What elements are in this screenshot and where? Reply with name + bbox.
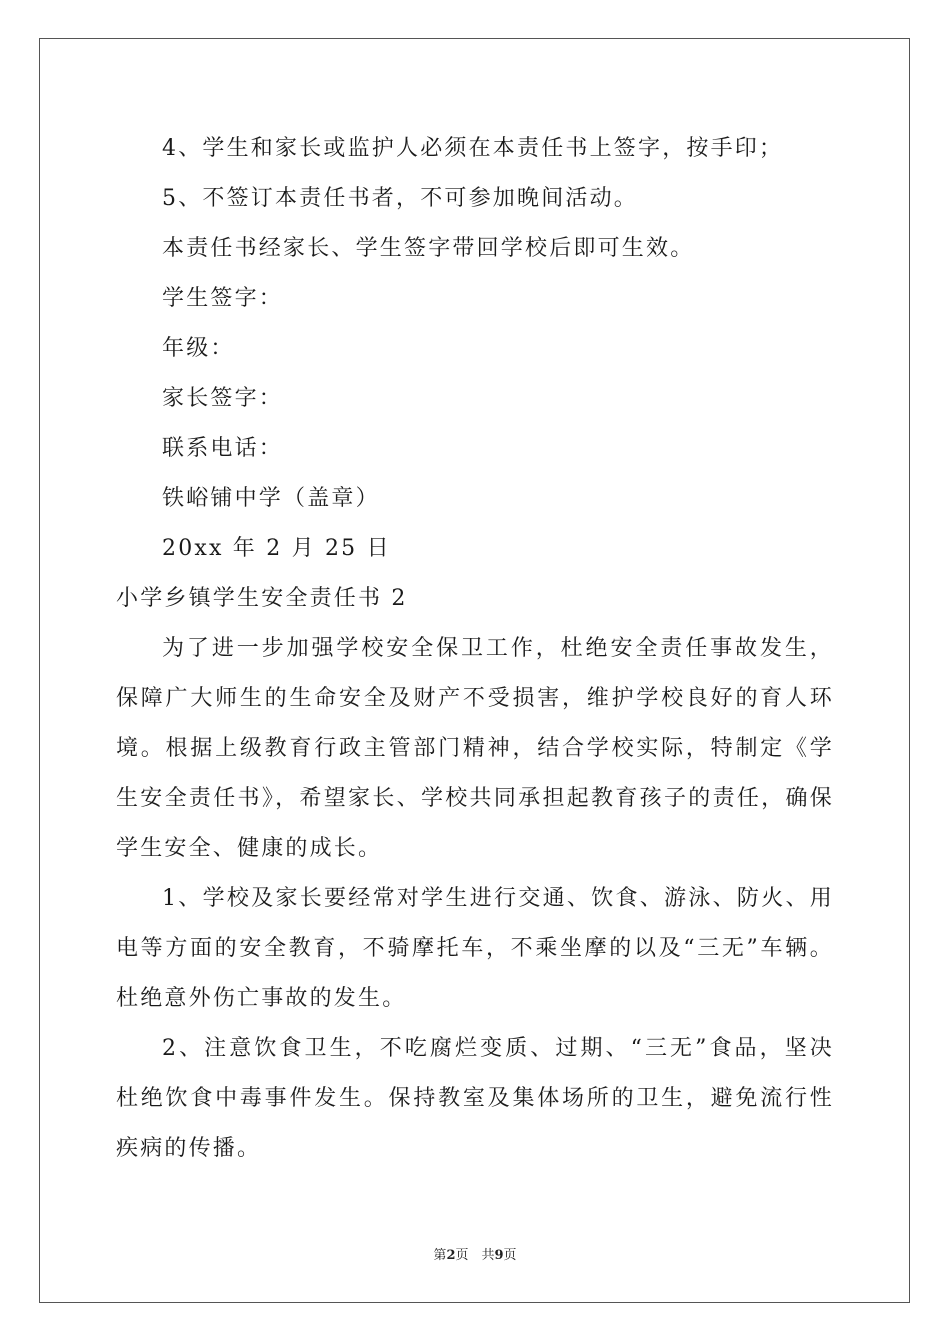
clause-2-paragraph: 2、注意饮食卫生，不吃腐烂变质、过期、“三无”食品，坚决杜绝饮食中毒事件发生。保持教室及集体场所的卫生，避免流行性疾病的传播。 <box>116 1036 834 1161</box>
effective-note: 本责任书经家长、学生签字带回学校后即可生效。 <box>162 236 695 261</box>
date-line: 20xx 年 2 月 25 日 <box>162 536 391 561</box>
footer-total-pages: 9 <box>494 1248 504 1263</box>
clause-1-paragraph: 1、学校及家长要经常对学生进行交通、饮食、游泳、防火、用电等方面的安全教育，不骑摩托车，不乘坐摩的以及“三无”车辆。杜绝意外伤亡事故的发生。 <box>116 886 834 1011</box>
clause-4: 4、学生和家长或监护人必须在本责任书上签字，按手印； <box>162 136 784 161</box>
contact-phone-label: 联系电话： <box>162 436 284 461</box>
footer-suffix: 页 <box>503 1248 517 1263</box>
clause-5: 5、不签订本责任书者，不可参加晚间活动。 <box>162 186 638 211</box>
footer-prefix: 第 <box>433 1248 447 1263</box>
document-body <box>116 124 834 1174</box>
grade-label: 年级： <box>162 336 235 361</box>
intro-paragraph: 为了进一步加强学校安全保卫工作，杜绝安全责任事故发生，保障广大师生的生命安全及财产不受损害，维护学校良好的育人环境。根据上级教育行政主管部门精神，结合学校实际，特制定《学生安全责任书》，希望家长、学校共同承担起教育孩子的责任，确保学生安全、健康的成长。 <box>116 636 834 861</box>
page-footer <box>0 1246 950 1266</box>
footer-middle: 页 共 <box>455 1248 495 1263</box>
school-seal-line: 铁峪铺中学（盖章） <box>162 486 380 511</box>
footer-current-page: 2 <box>446 1248 456 1263</box>
student-signature-label: 学生签字： <box>162 286 284 311</box>
section-title: 小学乡镇学生安全责任书 2 <box>116 586 408 611</box>
parent-signature-label: 家长签字： <box>162 386 284 411</box>
